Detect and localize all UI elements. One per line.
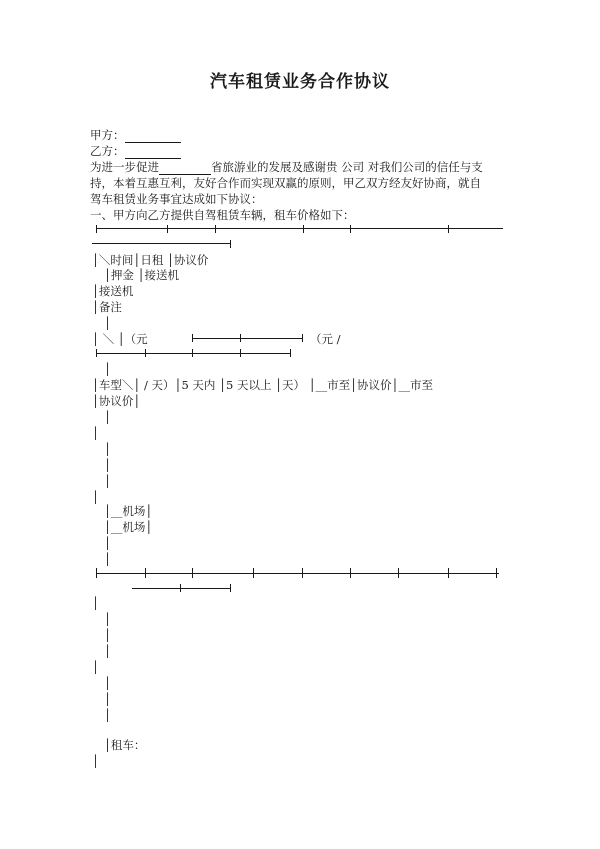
intro-suffix: 省旅游业的发展及感谢贵 公司 对我们公司的信任与支 — [211, 160, 483, 174]
intro-line-2: 持，本着互惠互利，友好合作而实现双赢的原则，甲乙双方经友好协商，就自 — [90, 176, 481, 190]
table-row-fragment: │ — [104, 474, 111, 488]
section-1-heading: 一、甲方向乙方提供自驾租赁车辆，租车价格如下： — [90, 208, 355, 222]
table-tick — [230, 584, 231, 592]
table-row-fragment: （元 / — [310, 332, 341, 346]
table-row-fragment: │ — [104, 612, 111, 626]
table-row-fragment: │ — [92, 426, 99, 440]
table-row-fragment: │备注 — [92, 300, 122, 314]
table-tick — [180, 584, 181, 592]
table-rule-mid — [96, 353, 290, 354]
table-row-fragment: │ — [92, 754, 99, 768]
table-tick — [167, 225, 168, 233]
table-tick — [448, 225, 449, 233]
table-row-fragment: │ — [104, 628, 111, 642]
table-tick — [303, 225, 304, 233]
intro-line-1 — [90, 160, 483, 175]
table-rule-top — [96, 228, 503, 229]
table-row-fragment: │ — [104, 676, 111, 690]
party-a-blank[interactable] — [125, 130, 181, 143]
table-tick — [192, 334, 193, 342]
table-row-fragment: │ — [104, 442, 111, 456]
table-row-fragment: │ — [104, 692, 111, 706]
table-tick — [290, 349, 291, 357]
table-row-fragment: │__机场│ — [104, 520, 153, 534]
table-row-fragment: │＼时间│日租 │协议价 — [92, 253, 209, 267]
party-b-label: 乙方： — [90, 144, 125, 158]
table-tick — [192, 568, 193, 578]
table-tick — [96, 349, 97, 357]
table-tick — [240, 334, 241, 342]
table-row-fragment: │ — [104, 316, 111, 330]
table-row-fragment: │ — [92, 490, 99, 504]
table-row-fragment: │ — [92, 660, 99, 674]
table-tick — [398, 568, 399, 578]
table-row-fragment: │ — [104, 458, 111, 472]
document-title: 汽车租赁业务合作协议 — [210, 72, 390, 92]
table-row-fragment: │协议价│ — [92, 394, 141, 408]
table-tick — [302, 568, 303, 578]
table-row-fragment: │ — [104, 708, 111, 722]
table-rule-sub — [92, 243, 230, 244]
table-tick — [350, 568, 351, 578]
table-rule-mid — [192, 338, 302, 339]
table-row-fragment: │ — [104, 552, 111, 566]
table-row-fragment: │__机场│ — [104, 504, 153, 518]
party-a-line — [90, 128, 181, 143]
table-row-fragment: │ — [92, 596, 99, 610]
table-tick — [240, 349, 241, 357]
table-tick — [145, 568, 146, 578]
table-row-fragment: │ — [104, 644, 111, 658]
table-rule-bottom — [96, 573, 499, 574]
table-tick — [215, 225, 216, 233]
table-row-fragment: │租车： — [104, 738, 146, 752]
table-tick — [350, 225, 351, 233]
table-tick — [253, 568, 254, 578]
table-tick — [230, 240, 231, 248]
table-row-fragment: │接送机 — [92, 284, 134, 298]
table-tick — [96, 225, 97, 233]
party-a-label: 甲方： — [90, 128, 125, 142]
table-rule-sub — [132, 588, 230, 589]
party-b-line — [90, 144, 181, 159]
table-row-fragment: │ ＼ │（元 — [92, 332, 148, 346]
table-row-fragment: │ — [104, 536, 111, 550]
table-row-fragment: │车型＼│ / 天）│5 天内 │5 天以上 │天） │__市至│协议价│__市至 — [92, 378, 433, 392]
table-tick — [302, 334, 303, 342]
province-blank[interactable] — [159, 162, 211, 175]
table-tick — [96, 568, 97, 578]
party-b-blank[interactable] — [125, 146, 181, 159]
table-tick — [448, 568, 449, 578]
intro-prefix: 为进一步促进 — [90, 160, 159, 174]
table-row-fragment: │ — [104, 410, 111, 424]
table-tick — [145, 349, 146, 357]
table-row-fragment: │ — [104, 362, 111, 376]
table-tick — [192, 349, 193, 357]
table-row-fragment: │押金 │接送机 — [104, 268, 180, 282]
table-tick — [496, 568, 497, 578]
intro-line-3: 驾车租赁业务事宜达成如下协议： — [90, 192, 263, 206]
